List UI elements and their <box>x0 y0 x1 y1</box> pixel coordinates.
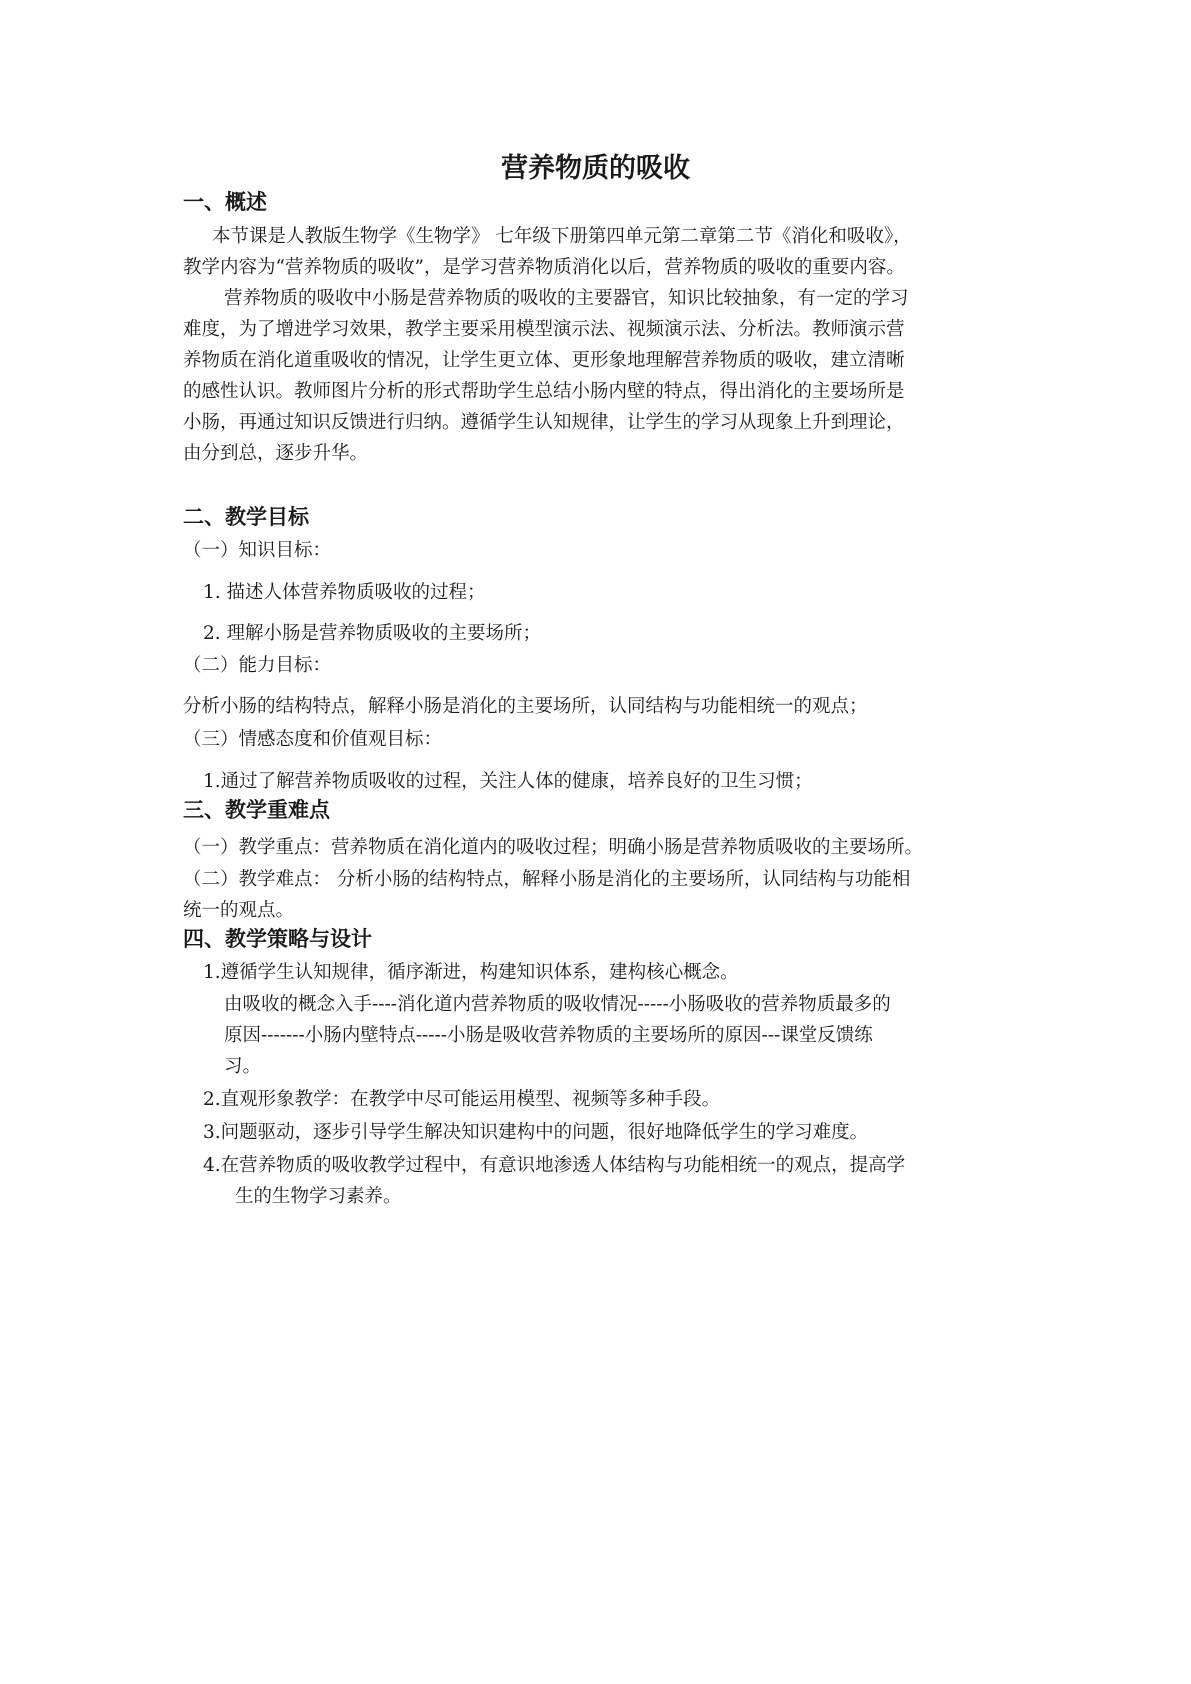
list-item: 1. 描述人体营养物质吸收的过程； <box>203 582 486 603</box>
list-item: 2.直观形象教学：在教学中尽可能运用模型、视频等多种手段。 <box>203 1089 721 1110</box>
list-item-detail: 由吸收的概念入手----消化道内营养物质的吸收情况-----小肠吸收的营养物质最多的 <box>224 994 891 1015</box>
paragraph-line: 营养物质的吸收中小肠是营养物质的吸收的主要器官，知识比较抽象，有一定的学习 <box>224 288 909 309</box>
list-item: 2. 理解小肠是营养物质吸收的主要场所； <box>203 623 542 644</box>
subheading-knowledge: （一）知识目标： <box>183 540 332 561</box>
subheading-ability: （二）能力目标： <box>183 655 332 676</box>
paragraph-line: 养物质在消化道重吸收的情况，让学生更立体、更形象地理解营养物质的吸收，建立清晰 <box>183 350 905 371</box>
subheading-attitude: （三）情感态度和价值观目标： <box>183 729 443 750</box>
paragraph-line: 本节课是人教版生物学《生物学》 七年级下册第四单元第二章第二节《消化和吸收》， <box>212 226 912 247</box>
document-title: 营养物质的吸收 <box>501 153 690 184</box>
paragraph-line: 教学内容为“营养物质的吸收”，是学习营养物质消化以后，营养物质的吸收的重要内容。 <box>183 257 905 278</box>
list-item-detail: 原因-------小肠内壁特点-----小肠是吸收营养物质的主要场所的原因---课堂反馈练 <box>224 1025 873 1046</box>
list-item: 3.问题驱动，逐步引导学生解决知识建构中的问题，很好地降低学生的学习难度。 <box>203 1122 869 1143</box>
section-heading-objectives: 二、教学目标 <box>183 505 309 529</box>
paragraph-line: 分析小肠的结构特点，解释小肠是消化的主要场所，认同结构与功能相统一的观点； <box>183 696 868 717</box>
paragraph-line: 难度，为了增进学习效果，教学主要采用模型演示法、视频演示法、分析法。教师演示营 <box>183 319 905 340</box>
list-item: 1.遵循学生认知规律，循序渐进，构建知识体系，建构核心概念。 <box>203 962 739 983</box>
paragraph-line: 统一的观点。 <box>183 900 295 921</box>
section-heading-strategy: 四、教学策略与设计 <box>183 927 372 951</box>
list-item: 1.通过了解营养物质吸收的过程，关注人体的健康，培养良好的卫生习惯； <box>203 771 813 792</box>
paragraph-line: 的感性认识。教师图片分析的形式帮助学生总结小肠内壁的特点，得出消化的主要场所是 <box>183 381 905 402</box>
section-heading-key-points: 三、教学重难点 <box>183 798 330 822</box>
list-item: 4.在营养物质的吸收教学过程中，有意识地渗透人体结构与功能相统一的观点，提高学 <box>203 1155 906 1176</box>
paragraph-line: （二）教学难点： 分析小肠的结构特点，解释小肠是消化的主要场所，认同结构与功能相 <box>183 869 911 890</box>
paragraph-line: 由分到总，逐步升华。 <box>183 443 369 464</box>
paragraph-line: 小肠，再通过知识反馈进行归纳。遵循学生认知规律，让学生的学习从现象上升到理论， <box>183 412 905 433</box>
paragraph-line: （一）教学重点：营养物质在消化道内的吸收过程；明确小肠是营养物质吸收的主要场所。 <box>183 837 924 858</box>
list-item-detail: 习。 <box>224 1056 262 1077</box>
section-heading-overview: 一、概述 <box>183 190 267 214</box>
list-item: 生的生物学习素养。 <box>235 1186 402 1207</box>
